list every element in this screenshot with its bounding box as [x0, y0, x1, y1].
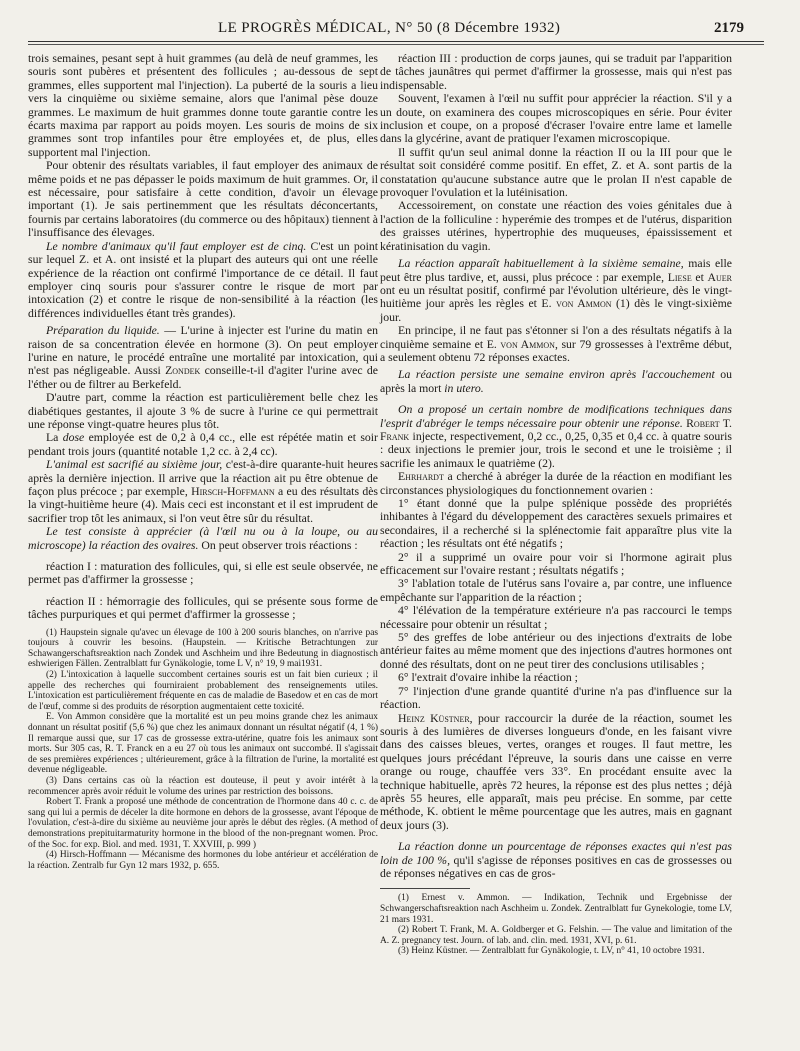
italic-heading: La réaction donne un pourcentage de réponses exactes qui n'est pas loin de 100 %, [380, 840, 732, 867]
text: c'est-à-dire quarante-huit heures après la dernière injection. Il arrive que la réaction ait pu être obtenue de façon plus précoce ; par exemple, [28, 458, 378, 498]
list-item: 6° l'extrait d'ovaire inhibe la réaction ; [398, 671, 578, 685]
text: (1) dès le vingt-sixième jour. [380, 297, 732, 324]
text: employée est de 0,2 à 0,4 cc., elle est répétée matin et soir pendant trois jours (quantité notable 1,2 cc. à 2,4 cc). [28, 431, 378, 458]
italic-term: in utero. [444, 381, 484, 395]
page-number: 2179 [714, 20, 744, 36]
paragraph [28, 240, 378, 320]
text: On peut observer trois réactions : [198, 538, 358, 552]
author-name: Liese [667, 270, 692, 284]
text: En principe, il ne faut pas s'étonner si l'on a des résultats négatifs à la cinquième semaine et E. [380, 324, 732, 351]
author-name: Hirsch-Hoffmann [191, 485, 275, 498]
italic-heading: La réaction apparaît habituellement à la sixième semaine, [398, 257, 684, 271]
text: ont eu un résultat positif, confirmé par l'évolution ultérieure, dès le vingt-huitième jour après les règles et E. [380, 283, 732, 311]
footnote: (2) L'intoxication à laquelle succombent certaines souris est un fait bien curieux ; il appelle des recherches qui fourniraient probablement des renseignements utiles. L'intoxication est particulièrement fréquente en cas de maladie de Basedow et en cas de mort de l'œuf, comme si des produits de résorption augmentaient cette toxicité. [28, 670, 378, 712]
text: conseille-t-il d'agiter l'urine avec de l'éther ou de filtrer au Berkefeld. [28, 364, 378, 391]
italic-heading: Préparation du liquide. [46, 324, 160, 338]
list-item: 2° il a supprimé un ovaire pour voir si l'hormone agirait plus efficacement sur l'ovaire restant ; résultats négatifs ; [380, 550, 732, 578]
paragraph [28, 525, 378, 552]
paragraph [28, 431, 378, 458]
paragraph: trois semaines, pesant sept à huit grammes (au delà de neuf grammes, les souris sont pubères et présentent des follicules ; au-dessous de sept grammes, elles supportent mal l'injection). La puberté de la souris a lieu vers la cinquième ou sixième semaine, alors que l'animal pèse douze grammes. Le maximum de huit grammes donne toute garantie contre les écarts maxima par rapport au poids moyen. Les souris de moins de six grammes sont trop infantiles pour être employées et, de plus, elles supportent mal l'injection. [28, 52, 378, 159]
footnotes [28, 628, 378, 872]
list-item: 4° l'élévation de la température extérieure n'a pas raccourci le temps nécessaire pour obtenir un résultat ; [380, 604, 732, 631]
footnote: (3) Heinz Küstner. — Zentralblatt fur Gynäkologie, t. LV, n° 41, 10 octobre 1931. [398, 946, 705, 957]
text: , sur 79 grossesses à l'extrême début, a seulement obtenu 72 réponses exactes. [380, 337, 732, 364]
page-header [0, 20, 800, 46]
footnote: Robert T. Frank a proposé une méthode de concentration de l'hormone dans 40 c. c. de sang qui lui a permis de déceler la dite hormone en dehors de la grossesse, avant l'époque de l'ovulation, c'est-à-dire du sixième au neuvième jour après le début des règles. (A method of demonstrations prepituitarmaturity hormone in the blood of the non-pregnant women. Proc. of the Soc. for exp. Biol. and med. 1931, T. XXVIII, p. 999 ) [28, 797, 378, 850]
author-name: Auer [707, 270, 732, 284]
paragraph: réaction I : maturation des follicules, qui, si elle est seule observée, ne permet pas d'affirmer la grossesse ; [28, 560, 378, 587]
paragraph: Pour obtenir des résultats variables, il faut employer des animaux de même poids et ne pas dépasser le poids maximum de huit grammes. Or, il est nécessaire, pour satisfaire à cette condition, d'avoir un élevage important (1). Je sais pertinemment que les résultats déconcertants, fournis par certains laboratoires (du commerce ou des hôpitaux) tiennent à l'insuffisance des élevages. [28, 159, 378, 240]
italic-heading: On a proposé un certain nombre de modifications techniques dans l'esprit d'abréger le temps nécessaire pour obtenir une réponse. [380, 403, 732, 430]
paragraph [380, 324, 732, 364]
paragraph: Il suffit qu'un seul animal donne la réaction II ou la III pour que le résultat soit considéré comme positif. En effet, Z. et A. sont partis de la constatation qu'aucune substance autre que le prolan II n'est capable de provoquer l'ovulation et la lutéinisation. [380, 145, 732, 200]
footnote: (2) Robert T. Frank, M. A. Goldberger et G. Felshin. — The value and limitation of the A. Z. pregnancy test. Journ. of lab. and. clin. med. 1931, XVI, p. 61. [380, 925, 732, 946]
list-item: 3° l'ablation totale de l'utérus sans l'ovaire a, par contre, une influence empêchante sur l'apparition de la réaction ; [380, 577, 732, 604]
text: injecte, respectivement, 0,2 cc., 0,25, 0,35 et 0,4 cc. à quatre souris : deux injections le premier jour, trois le second et une le troisième ; il sacrifie les animaux le quatrième (2). [380, 429, 732, 470]
paragraph: Accessoirement, on constate une réaction des voies génitales due à l'action de la folliculine : hyperémie des trompes et de l'utérus, disparition des graisses utérines, hypertrophie des muqueuses, épaississement et kératinisation du vagin. [380, 199, 732, 253]
footnote: (4) Hirsch-Hoffmann — Mécanisme des hormones du lobe antérieur et accélération de la réaction. Zentralb fur Gyn 12 mars 1932, p. 655. [28, 850, 378, 871]
footnote: (1) Ernest v. Ammon. — Indikation, Technik und Ergebnisse der Schwangerschaftsreaktion nach Aschheim u. Zondek. Zentralblatt fur Gynekologie, tome LV, 21 mars 1931. [380, 893, 732, 925]
paragraph [28, 458, 378, 525]
header-rule [28, 41, 764, 42]
header-rule-thin [28, 44, 764, 45]
paragraph: réaction III : production de corps jaunes, qui se traduit par l'apparition de tâches jaunâtres qui permet d'affirmer la grossesse, mais qui n'est pas indispensable. [380, 52, 732, 92]
italic-heading: La réaction persiste une semaine environ après l'accouchement [398, 368, 715, 382]
text: La [46, 431, 63, 445]
author-name: Robert T. Frank [380, 416, 732, 443]
paragraph [380, 368, 732, 395]
text: C'est un point sur lequel Z. et A. ont insisté et la plupart des auteurs qui ont une réelle expérience de la réaction ont confirmé l'importance de ce détail. Il faut employer cinq souris pour s'assurer contre le risque de mort par intoxication (2) et contre le risque de non-sensibilité à la réaction (les différences individuelles étant très grandes). [28, 239, 378, 320]
footnote: (3) Dans certains cas où la réaction est douteuse, il peut y avoir intérêt à la recommencer après avoir réduit le volume des urines par restriction des boissons. [28, 775, 378, 797]
list-item: 7° l'injection d'une grande quantité d'urine n'a pas d'influence sur la réaction. [380, 684, 732, 712]
text: a cherché à abréger la durée de la réaction en modifiant les circonstances physiologiques du fonctionnement ovarien : [380, 470, 732, 497]
paragraph: réaction II : hémorragie des follicules, qui se présente sous forme de tâches purpuriques et qui permet d'affirmer la grossesse ; [28, 594, 378, 622]
text: ou après la mort [380, 368, 732, 395]
footnote: E. Von Ammon considère que la mortalité est un peu moins grande chez les animaux donnant un résultat positif (5,6 %) que chez les animaux donnant un résultat négatif (4, 1 %) Il remarque aussi que, sur 17 cas de grossesse extra-utérine, quatre fois les animaux sont morts. Sur 305 cas, R. T. Franck en a eu 27 où tous les animaux ont succombé. Il s'agissait de ses premières expériences ; ultérieurement, grâce à la filtration de l'urine, la mortalité est devenue négligeable. [28, 712, 378, 776]
left-column [28, 52, 378, 871]
italic-heading: Le test consiste à apprécier (à l'œil nu ou à la loupe, ou au microscope) la réaction des ovaires. [28, 525, 378, 552]
paragraph: Souvent, l'examen à l'œil nu suffit pour apprécier la réaction. S'il y a un doute, on examinera des coupes microscopiques en série. Pour éviter inclusion et coupe, on a proposé d'écraser l'ovaire entre lame et lamelle dans la glycérine, avant de pratiquer l'examen microscopique. [380, 92, 732, 146]
text: mais elle peut être plus tardive, et, aussi, plus précoce : par exemple, [380, 257, 732, 284]
text: a eu des résultats dès la vingt-huitième heure (4). Mais ceci est inconstant et il est imprudent de sacrifier trop tôt les animaux, si l'on veut être sûr du résultat. [28, 485, 378, 525]
footnote: (1) Haupstein signale qu'avec un élevage de 100 à 200 souris blanches, on n'arrive pas toujours à couvrir les besoins. (Haupstein. — Kritische Betrachtungen zur Schawangerschaftsreaktion nach Zondek und Aschheim und ihre Bedeutung in diagnostisch eshwierigen Fällen. Zentralblatt fur Gynäkologie, tome L V, n° 19, 9 mai1931. [28, 627, 378, 670]
italic-heading: L'animal est sacrifié au sixième jour, [46, 458, 223, 472]
author-name: von Ammon [500, 337, 555, 351]
paragraph [380, 403, 732, 470]
author-name: Zondek [165, 364, 201, 378]
paragraph: D'autre part, comme la réaction est particulièrement belle chez les diabétiques gestantes, il ajoute 3 % de sucre à l'urine ce qui permettrait une réponse vingt-quatre heures plus tôt. [28, 391, 378, 431]
text: et [691, 270, 708, 284]
journal-title: LE PROGRÈS MÉDICAL, N° 50 (8 Décembre 1932) [218, 20, 561, 36]
list-item: 5° des greffes de lobe antérieur ou des injections d'extraits de lobe antérieur faites au même moment que des injections d'autres hormones ont donné des résultats, dont on ne peut tirer des conclusions utilisables ; [380, 631, 732, 671]
paragraph [380, 840, 732, 880]
paragraph [380, 470, 732, 497]
list-item: 1° étant donné que la pulpe splénique possède des propriétés inhibantes à l'égard du développement des caractères sexuels primaires et secondaires, il a recherché si la splénectomie fait apparaître plus vite la réaction ; les résultats ont été négatifs ; [380, 497, 732, 551]
paragraph [380, 257, 732, 324]
paragraph [28, 324, 378, 391]
text: , pour raccourcir la durée de la réaction, soumet les souris à des lumières de diverses longueurs d'onde, en les faisant vivre dans des caisses bleues, vertes, oranges et rouges. Il faut mettre, les quelques jours précédant l'épreuve, la souris dans une caisse en verre orange ou rouge, chauffée vers 33°. En procédant ensuite avec la technique habituelle, après 72 heures, la réponse est des plus nettes ; déjà après 55 heures, elle apparaît, mais peu précise. En somme, par cette méthode, K. obtient le même pourcentage que les autres, mais en gagnant deux jours (3). [380, 711, 732, 832]
text: qu'il s'agisse de réponses positives en cas de grossesses ou de réponses négatives en cas de gros- [380, 853, 732, 880]
author-name: von Ammon [556, 297, 612, 311]
footnote-rule [380, 888, 470, 889]
right-column [380, 52, 732, 957]
italic-heading: Le nombre d'animaux qu'il faut employer est de cinq. [46, 239, 307, 253]
text: — L'urine à injecter est l'urine du matin en raison de sa concentration élevée en hormone (3). On peut employer l'urine en nature, le procédé entraîne une mortalité par intoxication, qui n'est pas négligeable. Aussi [28, 324, 378, 378]
italic-term: dose [62, 431, 85, 445]
author-name: Heinz Küstner [398, 711, 470, 725]
author-name: Ehrhardt [398, 470, 444, 484]
paragraph [380, 712, 732, 833]
